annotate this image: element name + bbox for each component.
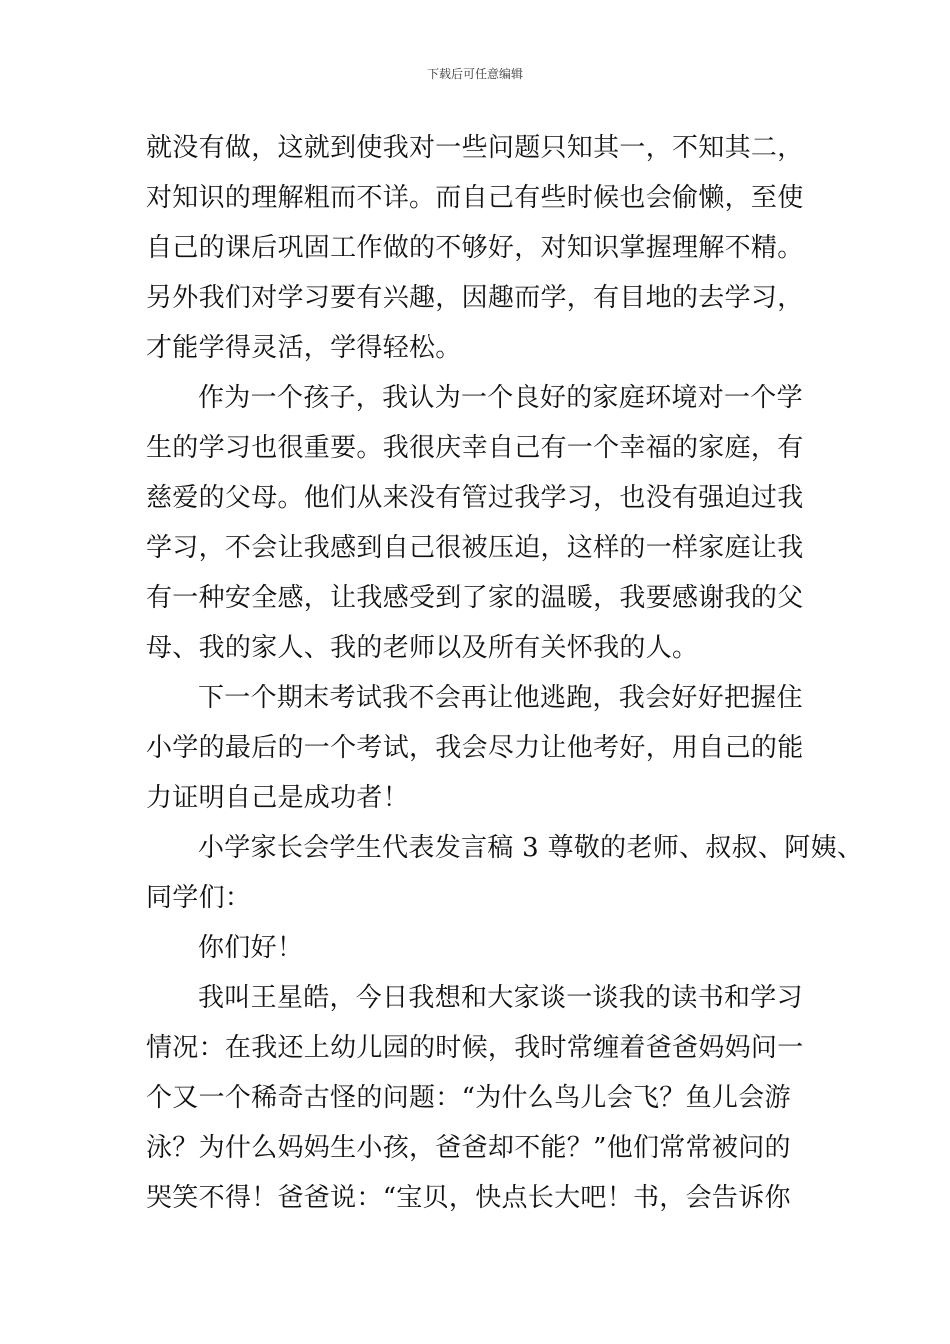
text-line: 对知识的理解粗而不详。而自己有些时候也会偷懒，至使	[146, 183, 804, 213]
text-line: 有一种安全感，让我感受到了家的温暖，我要感谢我的父	[146, 583, 804, 613]
text-line: 个又一个稀奇古怪的问题：“为什么鸟儿会飞？鱼儿会游	[146, 1083, 791, 1113]
text-line: 才能学得灵活，学得轻松。	[146, 333, 462, 363]
text-line: 母、我的家人、我的老师以及所有关怀我的人。	[146, 633, 699, 663]
text-line: 另外我们对学习要有兴趣，因趣而学，有目地的去学习，	[146, 283, 804, 313]
text-line: 就没有做，这就到使我对一些问题只知其一，不知其二，	[146, 133, 804, 163]
text-line: 生的学习也很重要。我很庆幸自己有一个幸福的家庭，有	[146, 433, 804, 463]
text-line: 哭笑不得！爸爸说：“宝贝，快点长大吧！书，会告诉你	[146, 1183, 791, 1213]
text-line: 慈爱的父母。他们从来没有管过我学习，也没有强迫过我	[146, 483, 804, 513]
text-line: 力证明自己是成功者！	[146, 783, 410, 813]
paragraph-start: 作为一个孩子，我认为一个良好的家庭环境对一个学	[198, 383, 803, 413]
page-header: 下载后可任意编辑	[426, 67, 523, 81]
paragraph-start: 下一个期末考试我不会再让他逃跑，我会好好把握住	[198, 683, 803, 713]
paragraph-start: 小学家长会学生代表发言稿 3 尊敬的老师、叔叔、阿姨、	[198, 833, 864, 863]
paragraph-start: 我叫王星皓，今日我想和大家谈一谈我的读书和学习	[198, 983, 803, 1013]
text-line: 情况：在我还上幼儿园的时候，我时常缠着爸爸妈妈问一	[146, 1033, 804, 1063]
text-line: 泳？为什么妈妈生小孩，爸爸却不能？”他们常常被问的	[146, 1133, 791, 1163]
text-line: 小学的最后的一个考试，我会尽力让他考好，用自己的能	[146, 733, 804, 763]
paragraph-start: 你们好！	[198, 933, 304, 963]
text-line: 同学们：	[146, 883, 252, 913]
text-line: 学习，不会让我感到自己很被压迫，这样的一样家庭让我	[146, 533, 804, 563]
text-line: 自己的课后巩固工作做的不够好，对知识掌握理解不精。	[146, 233, 804, 263]
